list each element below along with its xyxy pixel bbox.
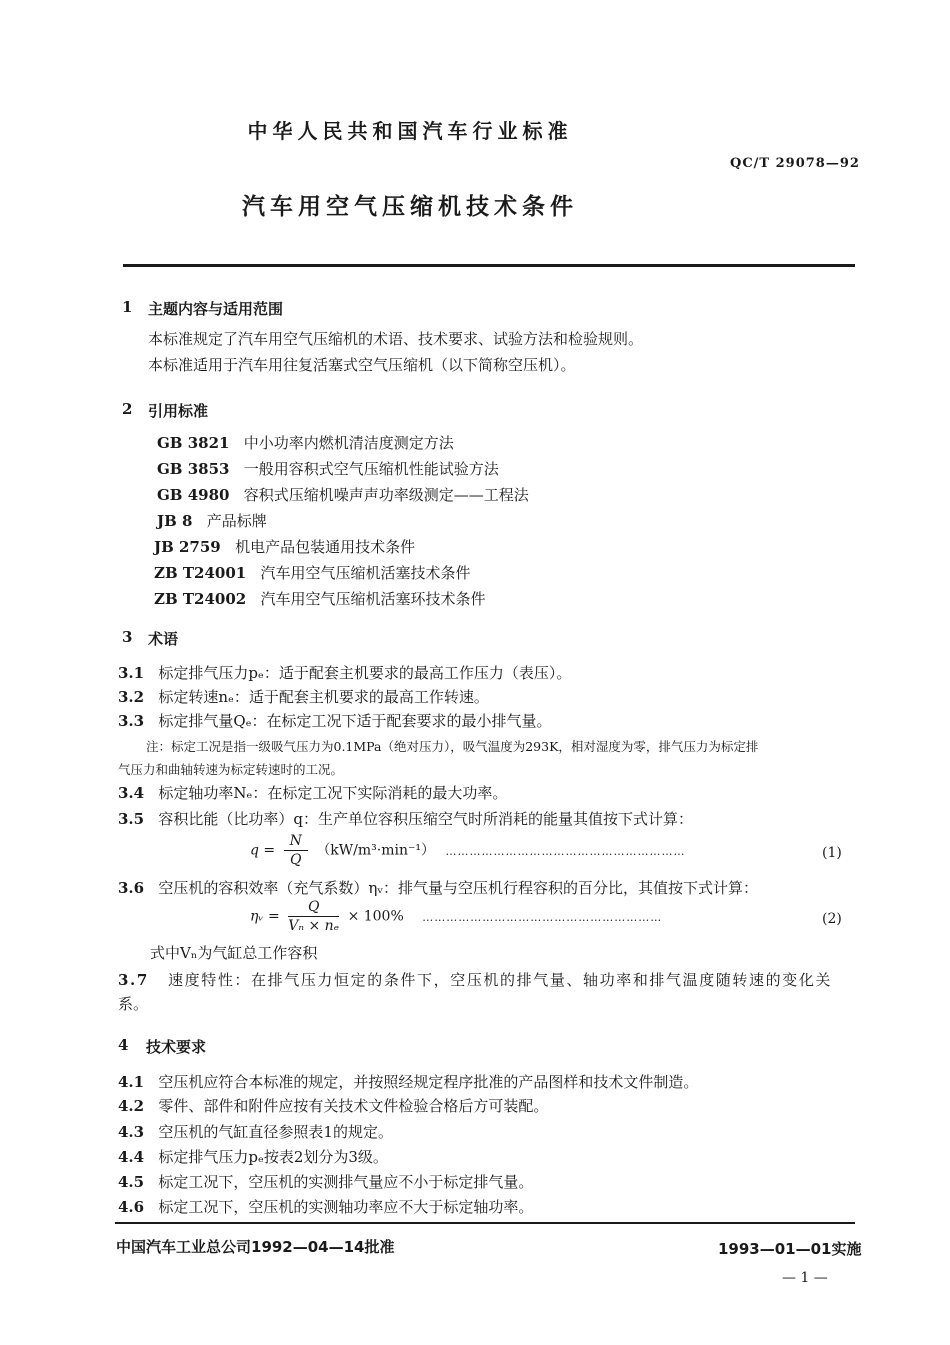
ref-item [157, 458, 499, 479]
formula-denominator: Q [289, 852, 302, 868]
formula-leader-dots: …………………………………………………… [445, 844, 686, 858]
clause-text: 标定排气量Qₑ：在标定工况下适于配套要求的最小排气量。 [158, 712, 552, 730]
clause-number: 3.7 [118, 971, 149, 989]
ref-item [154, 588, 486, 609]
org-line: 中华人民共和国汽车行业标准 [247, 119, 573, 143]
formula-lhs: q = [250, 842, 276, 859]
clause-text: 空压机的容积效率（充气系数）ηᵥ：排气量与空压机行程容积的百分比，其值按下式计算： [158, 879, 759, 897]
clause-3-2 [118, 686, 489, 707]
clause-3-3 [118, 710, 552, 731]
clause-number: 4.5 [118, 1173, 145, 1191]
section-4-number: 4 [118, 1036, 129, 1054]
formula-unit: （kW/m³·min⁻¹） [316, 842, 436, 859]
title-rule [123, 264, 855, 267]
ref-code: JB 2759 [154, 538, 221, 556]
clause-number: 4.6 [118, 1198, 145, 1216]
ref-code: ZB T24001 [154, 564, 247, 582]
formula-1-label: (1) [822, 845, 842, 861]
clause-3-1 [118, 662, 571, 683]
ref-item [154, 536, 415, 557]
ref-name: 产品标牌 [206, 512, 267, 530]
clause-text: 标定工况下，空压机的实测排气量应不小于标定排气量。 [158, 1173, 534, 1191]
ref-item [157, 432, 454, 453]
ref-name: 容积式压缩机噪声声功率级测定——工程法 [243, 486, 529, 504]
clause-number: 4.2 [118, 1097, 145, 1115]
ref-item [154, 562, 471, 583]
effective-date: 1993—01—01实施 [718, 1240, 862, 1258]
clause-number: 3.5 [118, 810, 145, 828]
clause-text: 零件、部件和附件应按有关技术文件检验合格后方可装配。 [158, 1097, 549, 1115]
section-1-title: 主题内容与适用范围 [148, 300, 284, 318]
formula-1 [250, 832, 850, 869]
clause-text: 速度特性：在排气压力恒定的条件下，空压机的排气量、轴功率和排气温度随转速的变化关 [168, 971, 833, 989]
document-title: 汽车用空气压缩机技术条件 [242, 194, 578, 220]
ref-code: JB 8 [157, 512, 193, 530]
ref-code: ZB T24002 [154, 590, 247, 608]
formula-fraction [284, 832, 308, 869]
footer-rule [115, 1222, 855, 1224]
section-2-number: 2 [122, 400, 133, 418]
where-clause: 式中Vₙ为气缸总工作容积 [150, 944, 318, 962]
ref-item [157, 484, 529, 505]
formula-numerator: N [284, 832, 308, 851]
section-3-title: 术语 [148, 630, 179, 648]
section-1-para-1: 本标准规定了汽车用空气压缩机的术语、技术要求、试验方法和检验规则。 [148, 330, 644, 348]
formula-numerator: Q [288, 898, 339, 917]
clause-number: 4.3 [118, 1123, 145, 1141]
clause-text: 空压机应符合本标准的规定，并按照经规定程序批准的产品图样和技术文件制造。 [158, 1073, 699, 1091]
clause-text: 容积比能（比功率）q：生产单位容积压缩空气时所消耗的能量其值按下式计算： [158, 810, 694, 828]
clause-number: 3.1 [118, 664, 145, 682]
formula-tail: × 100% [347, 908, 404, 925]
clause-4-2 [118, 1095, 548, 1116]
section-2-title: 引用标准 [148, 402, 209, 420]
formula-2 [250, 898, 850, 935]
clause-text: 标定转速nₑ：适于配套主机要求的最高工作转速。 [158, 688, 489, 706]
section-3-number: 3 [122, 628, 133, 646]
ref-code: GB 3853 [157, 460, 230, 478]
clause-number: 3.6 [118, 879, 145, 897]
formula-2-label: (2) [822, 911, 842, 927]
ref-code: GB 4980 [157, 486, 230, 504]
ref-name: 中小功率内燃机清洁度测定方法 [243, 434, 454, 452]
clause-number: 3.3 [118, 712, 145, 730]
clause-4-1 [118, 1071, 698, 1092]
approval-line: 中国汽车工业总公司1992—04—14批准 [116, 1238, 395, 1256]
clause-text: 空压机的气缸直径参照表1的规定。 [158, 1123, 393, 1141]
note-line-1: 注：标定工况是指一级吸气压力为0.1MPa（绝对压力），吸气温度为293K，相对湿度为零，排气压力为标定排 [146, 739, 759, 754]
clause-text: 标定工况下，空压机的实测轴功率应不大于标定轴功率。 [158, 1198, 534, 1216]
clause-text: 标定排气压力pₑ：适于配套主机要求的最高工作压力（表压）。 [158, 664, 572, 682]
formula-fraction [288, 898, 339, 935]
clause-4-6 [118, 1196, 533, 1217]
ref-code: GB 3821 [157, 434, 230, 452]
clause-4-5 [118, 1171, 533, 1192]
section-1-para-2: 本标准适用于汽车用往复活塞式空气压缩机（以下简称空压机）。 [148, 356, 576, 374]
clause-text: 标定轴功率Nₑ：在标定工况下实际消耗的最大功率。 [158, 784, 508, 802]
ref-name: 一般用容积式空气压缩机性能试验方法 [243, 460, 499, 478]
section-4-title: 技术要求 [146, 1038, 207, 1056]
clause-3-4 [118, 782, 507, 803]
note-line-2: 气压力和曲轴转速为标定转速时的工况。 [118, 762, 344, 777]
page-number: — 1 — [782, 1270, 828, 1286]
ref-name: 汽车用空气压缩机活塞环技术条件 [260, 590, 486, 608]
ref-name: 汽车用空气压缩机活塞技术条件 [260, 564, 471, 582]
ref-name: 机电产品包装通用技术条件 [235, 538, 416, 556]
ref-item [157, 510, 267, 531]
formula-leader-dots: …………………………………………………… [422, 910, 663, 924]
clause-number: 4.1 [118, 1073, 145, 1091]
clause-number: 3.2 [118, 688, 145, 706]
clause-number: 4.4 [118, 1148, 145, 1166]
standard-number: QC/T 29078—92 [730, 156, 860, 171]
clause-3-5 [118, 808, 693, 829]
clause-3-6 [118, 877, 758, 898]
clause-4-3 [118, 1121, 393, 1142]
clause-3-7 [118, 969, 832, 990]
clause-4-4 [118, 1146, 388, 1167]
formula-denominator: Vₙ × nₑ [288, 918, 340, 934]
clause-number: 3.4 [118, 784, 145, 802]
section-1-number: 1 [122, 298, 133, 316]
formula-lhs: ηᵥ = [250, 908, 280, 925]
clause-text: 标定排气压力pₑ按表2划分为3级。 [158, 1148, 388, 1166]
clause-3-7-cont: 系。 [118, 995, 149, 1013]
